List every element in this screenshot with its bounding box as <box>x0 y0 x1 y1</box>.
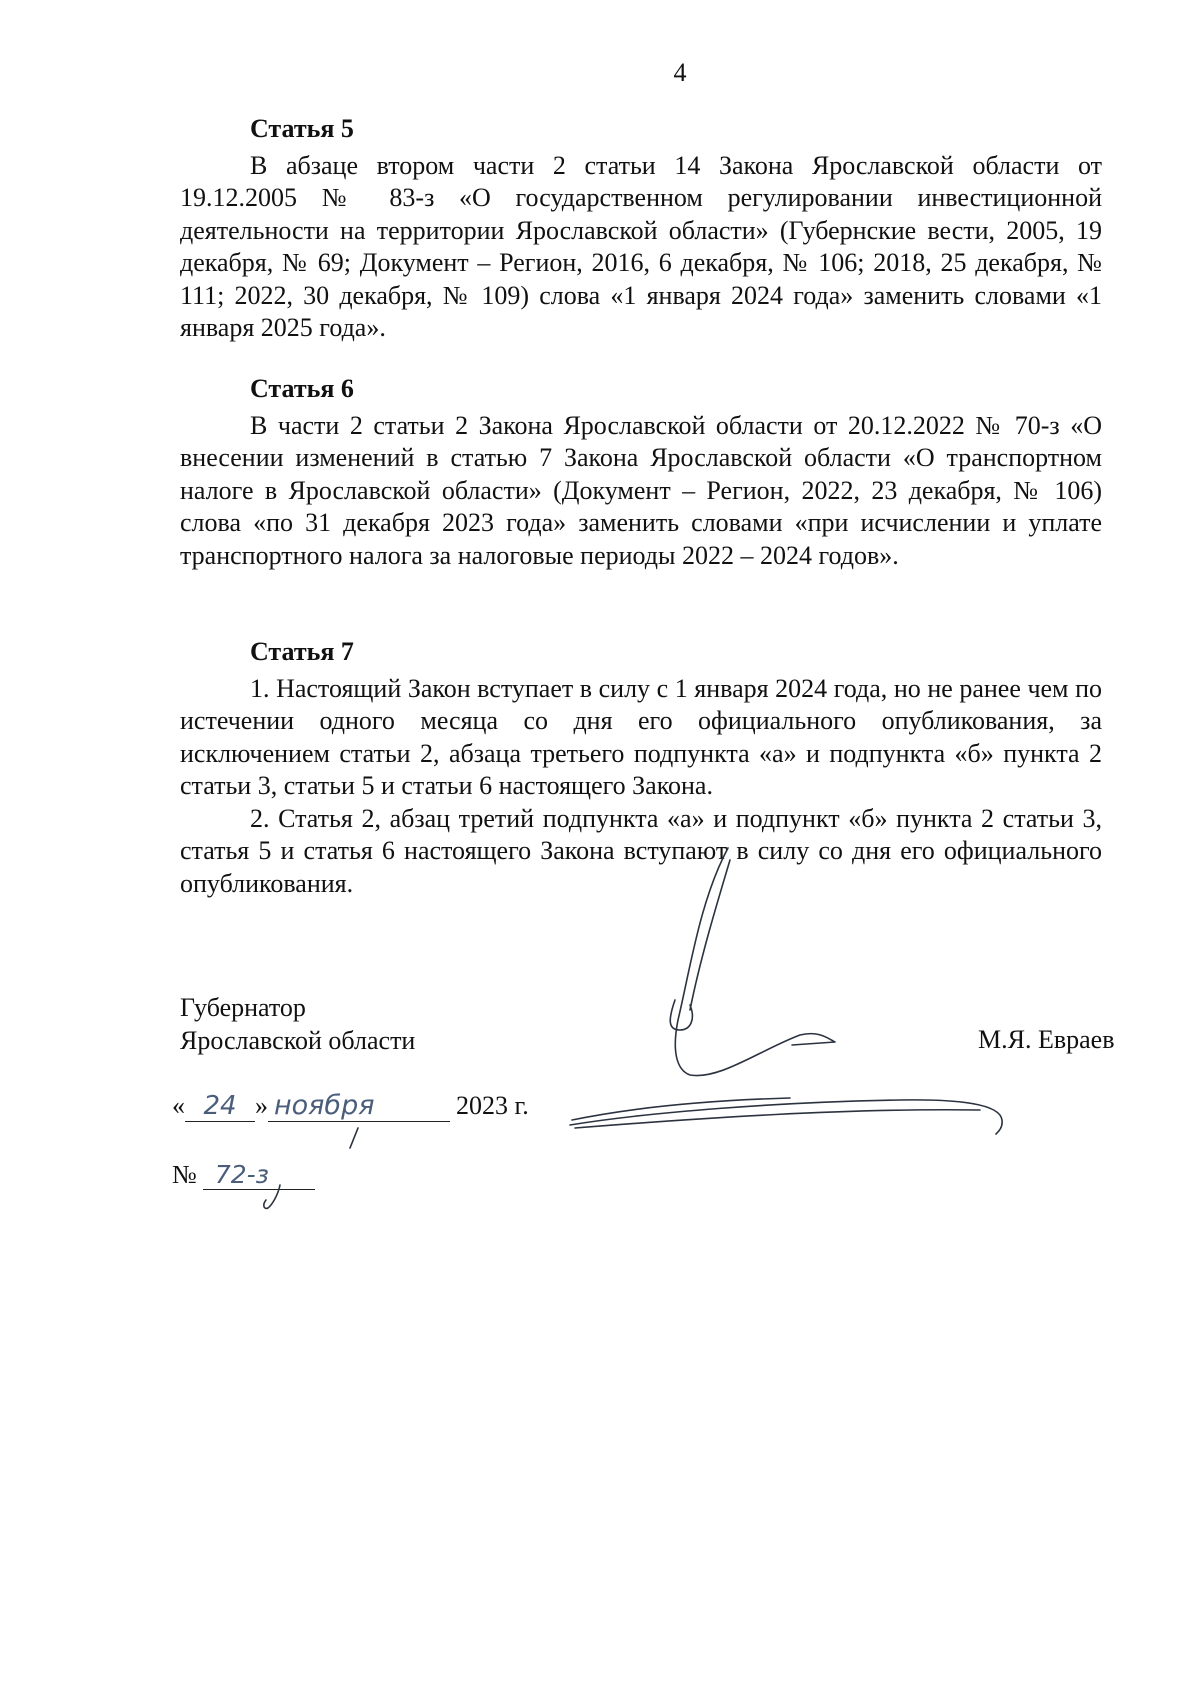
date-close-quote: » <box>255 1091 268 1120</box>
article-paragraph: 2. Статья 2, абзац третий подпункта «а» и подпункт «б» пункта 2 статьи 3, статья 5 и статья 6 настоящего Закона вступают в силу со дня его официального опубликования. <box>180 803 1102 898</box>
page-number: 4 <box>673 58 687 87</box>
signing-date <box>172 1090 529 1122</box>
article-title: Статья 5 <box>250 114 354 143</box>
date-year: 2023 г. <box>456 1091 529 1120</box>
article-paragraph: 1. Настоящий Закон вступает в силу с 1 января 2024 года, но не ранее чем по истечении одного месяца со дня его официального опубликования, за исключением статьи 2, абзаца третьего подпункта «а» и подпункта «б» пункта 2 статьи 3, статьи 5 и статьи 6 настоящего Закона. <box>180 673 1102 800</box>
date-month: ноября <box>268 1090 450 1122</box>
date-day: 24 <box>185 1091 255 1122</box>
article-7 <box>180 636 1102 900</box>
number-value: 72-з <box>203 1160 315 1190</box>
position-line: Губернатор <box>180 993 306 1022</box>
number-label: № <box>172 1160 197 1189</box>
article-5 <box>180 113 1102 345</box>
signatory-name: М.Я. Евраев <box>978 1025 1115 1054</box>
article-paragraph: В абзаце втором части 2 статьи 14 Закона Ярославской области от 19.12.2005 № 83-з «О государственном регулировании инвестиционной деятельности на территории Ярославской области» (Губернские вести, 2005, 19 декабря, № 69; Документ – Регион, 2016, 6 декабря, № 106; 2018, 25 декабря, № 111; 2022, 30 декабря, № 109) слова «1 января 2024 года» заменить словами «1 января 2025 года». <box>180 150 1102 342</box>
date-open-quote: « <box>172 1091 185 1120</box>
article-paragraph: В части 2 статьи 2 Закона Ярославской области от 20.12.2022 № 70-з «О внесении изменений в статью 7 Закона Ярославской области «О транспортном налоге в Ярославской области» (Документ – Регион, 2022, 23 декабря, № 106) слова «по 31 декабря 2023 года» заменить словами «при исчислении и уплате транспортного налога за налоговые периоды 2022 – 2024 годов». <box>180 410 1102 570</box>
article-title: Статья 6 <box>250 374 354 403</box>
law-number <box>172 1160 315 1190</box>
position-line: Ярославской области <box>180 1025 416 1055</box>
article-6 <box>180 373 1102 572</box>
article-title: Статья 7 <box>250 637 354 666</box>
signatory-position <box>180 992 415 1057</box>
